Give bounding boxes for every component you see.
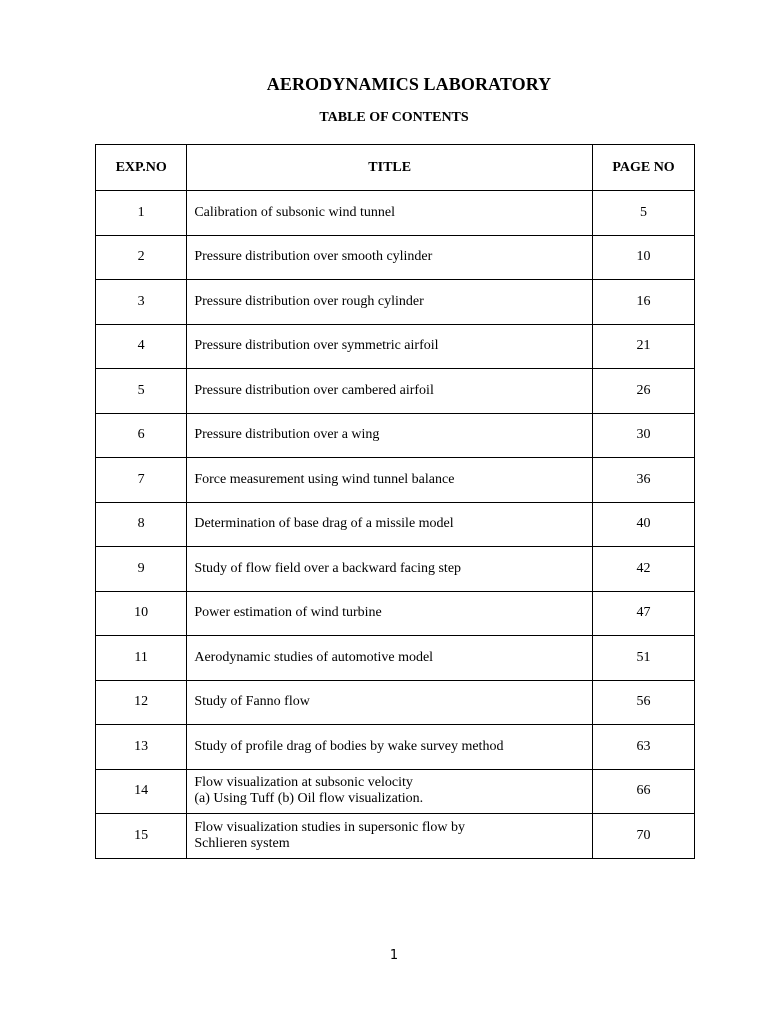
- title-cell: [187, 769, 593, 814]
- title-cell: [187, 191, 593, 236]
- page-number: 1: [389, 948, 399, 963]
- title-text: Pressure distribution over symmetric airfoil: [194, 338, 439, 354]
- exp-no-cell: 13: [96, 725, 187, 770]
- title-text: Schlieren system: [194, 835, 290, 851]
- document-title: AERODYNAMICS LABORATORY: [266, 74, 552, 94]
- title-cell: [187, 636, 593, 681]
- header-title: TITLE: [187, 145, 593, 191]
- page-no-cell: 66: [593, 769, 695, 814]
- table-row: [96, 280, 695, 325]
- table-row: [96, 547, 695, 592]
- title-cell: [187, 725, 593, 770]
- title-cell: [187, 280, 593, 325]
- title-text: Power estimation of wind turbine: [194, 605, 382, 621]
- title-text: Pressure distribution over cambered airfoil: [194, 382, 434, 398]
- header-exp-no: EXP.NO: [96, 145, 187, 191]
- title-cell: [187, 591, 593, 636]
- exp-no-cell: 6: [96, 413, 187, 458]
- title-text: Flow visualization studies in supersonic flow by: [194, 819, 465, 835]
- exp-no-cell: 7: [96, 458, 187, 503]
- exp-no-cell: 4: [96, 324, 187, 369]
- page-no-cell: 26: [593, 369, 695, 414]
- page-no-cell: 51: [593, 636, 695, 681]
- table-row: [96, 502, 695, 547]
- contents-table: [95, 144, 695, 859]
- exp-no-cell: 9: [96, 547, 187, 592]
- table-row: [96, 235, 695, 280]
- title-cell: [187, 413, 593, 458]
- table-row: [96, 591, 695, 636]
- page-no-cell: 40: [593, 502, 695, 547]
- header-page-no: PAGE NO: [593, 145, 695, 191]
- page-no-cell: 70: [593, 814, 695, 859]
- table-body: [96, 191, 695, 859]
- title-text: Aerodynamic studies of automotive model: [194, 649, 434, 665]
- exp-no-cell: 3: [96, 280, 187, 325]
- exp-no-cell: 2: [96, 235, 187, 280]
- page-no-cell: 56: [593, 680, 695, 725]
- title-cell: [187, 235, 593, 280]
- page-no-cell: 63: [593, 725, 695, 770]
- exp-no-cell: 15: [96, 814, 187, 859]
- page-no-cell: 42: [593, 547, 695, 592]
- exp-no-cell: 14: [96, 769, 187, 814]
- title-cell: [187, 547, 593, 592]
- table-row: [96, 636, 695, 681]
- title-cell: [187, 369, 593, 414]
- exp-no-cell: 1: [96, 191, 187, 236]
- table-row: [96, 191, 695, 236]
- title-text: Pressure distribution over rough cylinder: [194, 293, 424, 309]
- table-row: [96, 324, 695, 369]
- page-no-cell: 47: [593, 591, 695, 636]
- title-text: Study of flow field over a backward facing step: [194, 560, 462, 576]
- title-cell: [187, 324, 593, 369]
- title-text: Determination of base drag of a missile model: [194, 516, 454, 532]
- title-text: Pressure distribution over a wing: [194, 427, 380, 443]
- page-no-cell: 5: [593, 191, 695, 236]
- title-text: Force measurement using wind tunnel balance: [194, 471, 455, 487]
- page-no-cell: 36: [593, 458, 695, 503]
- title-cell: [187, 458, 593, 503]
- table-header-row: [96, 145, 695, 191]
- title-text: Study of Fanno flow: [194, 694, 310, 710]
- table-row: [96, 458, 695, 503]
- title-text: Flow visualization at subsonic velocity: [194, 775, 413, 791]
- exp-no-cell: 11: [96, 636, 187, 681]
- title-cell: [187, 502, 593, 547]
- page-no-cell: 10: [593, 235, 695, 280]
- page-no-cell: 16: [593, 280, 695, 325]
- exp-no-cell: 12: [96, 680, 187, 725]
- exp-no-cell: 10: [96, 591, 187, 636]
- title-text: (a) Using Tuff (b) Oil flow visualization.: [194, 791, 424, 807]
- document-subtitle: TABLE OF CONTENTS: [319, 110, 469, 125]
- page-no-cell: 21: [593, 324, 695, 369]
- page-no-cell: 30: [593, 413, 695, 458]
- exp-no-cell: 8: [96, 502, 187, 547]
- table-row: [96, 369, 695, 414]
- title-cell: [187, 680, 593, 725]
- title-text: Pressure distribution over smooth cylinder: [194, 249, 433, 265]
- table-row: [96, 413, 695, 458]
- title-text: Calibration of subsonic wind tunnel: [194, 204, 395, 220]
- table-row: [96, 725, 695, 770]
- exp-no-cell: 5: [96, 369, 187, 414]
- table-row: [96, 769, 695, 814]
- table-row: [96, 680, 695, 725]
- title-text: Study of profile drag of bodies by wake survey method: [194, 738, 504, 754]
- table-row: [96, 814, 695, 859]
- title-cell: [187, 814, 593, 859]
